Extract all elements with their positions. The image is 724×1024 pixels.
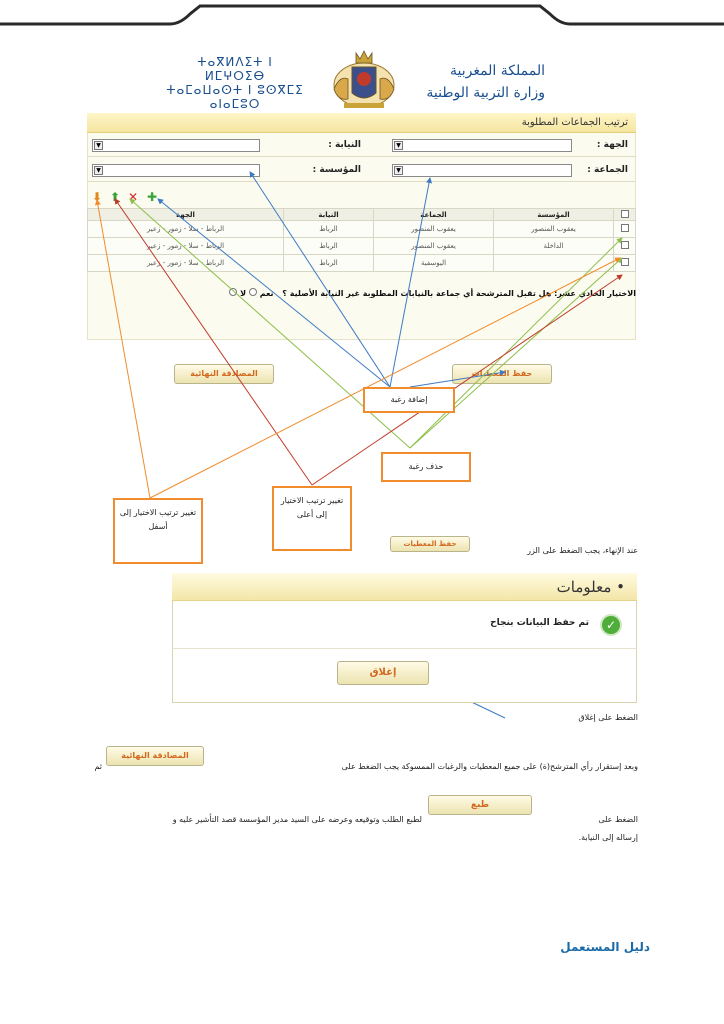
callout-move-up: تغيير ترتيب الاختيار إلى أعلى xyxy=(272,486,352,551)
tifinagh-line-2: ⵜⴰⵎⴰⵡⴰⵙⵜ ⵏ ⵓⵙⴳⵎⵉ xyxy=(166,83,304,97)
ministry-label: وزارة التربية الوطنية xyxy=(426,85,545,101)
region-cell: الرباط - سلا - زمور - زعير xyxy=(88,238,284,255)
chevron-down-icon: ▼ xyxy=(94,166,103,175)
callout-add: إضافة رغبة xyxy=(363,387,455,413)
success-check-icon: ✓ xyxy=(600,614,622,636)
question-text: الاختيار الحادي عشر: هل تقبل المترشحة أي جماعة بالنيابات المطلوبة غير النيابة الأصلية ؟ xyxy=(282,289,636,298)
column-header: المؤسسة xyxy=(494,209,614,221)
delegation-label: النيابة : xyxy=(328,140,361,150)
panel-title: ترتيب الجماعات المطلوبة xyxy=(87,113,636,133)
add-icon[interactable]: ✚ xyxy=(147,190,158,204)
region-cell: الرباط - سلا - زمور - زعير xyxy=(88,221,284,238)
save-data-button[interactable]: حفظ المعطيات xyxy=(452,364,552,384)
commune-cell: يعقوب المنصور xyxy=(374,238,494,255)
then-text: ثم xyxy=(94,762,102,771)
tifinagh-line-3: ⴰⵏⴰⵎⵓⵔ xyxy=(209,97,261,111)
success-message: تم حفظ البيانات بنجاح xyxy=(490,618,589,628)
institution-label: المؤسسة : xyxy=(312,165,361,175)
info-dialog-header xyxy=(172,573,637,601)
delete-icon[interactable]: ✕ xyxy=(128,190,139,204)
save-inline-button[interactable]: حفظ المعطيات xyxy=(390,536,470,552)
close-button[interactable]: إغلاق xyxy=(337,661,429,685)
delegation-cell: الرباط xyxy=(284,255,374,272)
callout-move-down: تغيير ترتيب الاختيار إلى أسفل xyxy=(113,498,203,564)
move-down-icon[interactable]: ⬇ xyxy=(92,190,103,204)
chevron-down-icon: ▼ xyxy=(394,141,403,150)
user-guide-footer: دليل المستعمل xyxy=(560,940,650,954)
press-close-text: الضغط على إغلاق xyxy=(578,713,638,722)
commune-cell: اليوسفية xyxy=(374,255,494,272)
print-button[interactable]: طبع xyxy=(428,795,532,815)
bullet-icon: • xyxy=(611,578,625,596)
column-header: الجهة xyxy=(88,209,284,221)
print-instructions-text: لطبع الطلب وتوقيعه وعرضه على السيد مدير المؤسسة قصد التأشير عليه و xyxy=(172,815,422,824)
tifinagh-line-1: ⵜⴰⴳⵍⴷⵉⵜ ⵏ ⵍⵎⵖⵔⵉⴱ xyxy=(197,55,273,83)
final-validation-button[interactable]: المصادقة النهائية xyxy=(174,364,274,384)
chevron-down-icon: ▼ xyxy=(94,141,103,150)
kingdom-label: المملكة المغربية xyxy=(449,63,545,79)
yes-radio-label: نعم xyxy=(259,289,274,298)
info-dialog-title: معلومات xyxy=(556,578,612,596)
press-label-text: الضغط على xyxy=(598,815,638,824)
after-verify-text: وبعد إستقرار رأي المترشح(ة) على جميع المعطيات والرغبات الممسوكة يجب الضغط على xyxy=(341,762,638,771)
region-cell: الرباط - سلا - زمور - زعير xyxy=(88,255,284,272)
institution-cell: يعقوب المنصور xyxy=(494,221,614,238)
commune-cell: يعقوب المنصور xyxy=(374,221,494,238)
final-inline-button[interactable]: المصادقة النهائية xyxy=(106,746,204,766)
column-header: الجماعة xyxy=(374,209,494,221)
no-radio-label: لا xyxy=(240,289,247,298)
region-label: الجهة : xyxy=(596,140,628,150)
send-instructions-text: إرساله إلى النيابة. xyxy=(578,833,638,842)
after-finish-text: عند الإنهاء، يجب الضغط على الزر xyxy=(527,546,638,555)
delegation-cell: الرباط xyxy=(284,238,374,255)
commune-label: الجماعة : xyxy=(587,165,628,175)
info-message-area xyxy=(172,601,637,649)
move-up-icon[interactable]: ⬆ xyxy=(110,190,121,204)
institution-cell: الداخلة xyxy=(494,238,614,255)
chevron-down-icon: ▼ xyxy=(394,166,403,175)
callout-delete: حذف رغبة xyxy=(381,452,471,482)
delegation-cell: الرباط xyxy=(284,221,374,238)
column-header: النيابة xyxy=(284,209,374,221)
